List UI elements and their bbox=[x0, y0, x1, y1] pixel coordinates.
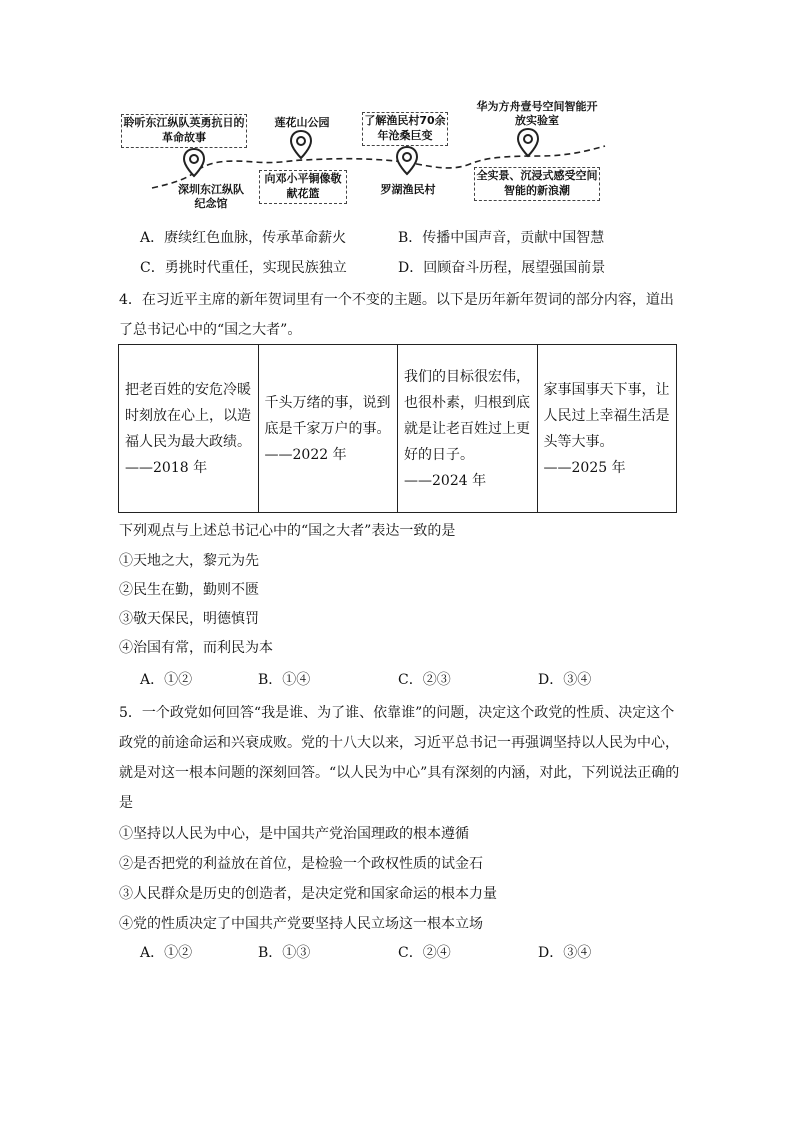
q5-option-c: C．②④ bbox=[398, 945, 451, 961]
location-label: 莲花山公园 bbox=[274, 116, 330, 129]
q5-item: ②是否把党的利益放在首位，是检验一个政权性质的试金石 bbox=[119, 856, 483, 872]
q4-stem: 4．在习近平主席的新年贺词里有一个不变的主题。以下是历年新年贺词的部分内容，道出 bbox=[119, 292, 674, 308]
q4-question: 下列观点与上述总书记心中的“国之大者”表达一致的是 bbox=[119, 523, 456, 539]
q3-option-d: D．回顾奋斗历程，展望强国前景 bbox=[398, 260, 606, 276]
q5-stem: 政党的前途命运和兴衰成败。党的十八大以来，习近平总书记一再强调坚持以人民为中心， bbox=[119, 735, 679, 751]
q5-option-b: B．①③ bbox=[258, 945, 311, 961]
quote-cell: 千头万绪的事，说到底是千家万户的事。 ——2022 年 bbox=[258, 345, 398, 513]
callout-box: 向邓小平铜像敬献花篮 bbox=[259, 170, 347, 204]
q4-option-a: A．①② bbox=[140, 672, 193, 688]
q5-stem: 是 bbox=[119, 795, 133, 811]
q4-option-d: D．③④ bbox=[538, 672, 592, 688]
q4-stem: 了总书记心中的“国之大者”。 bbox=[119, 322, 302, 338]
q3-option-b: B．传播中国声音，贡献中国智慧 bbox=[398, 230, 605, 246]
callout-box: 全实景、沉浸式感受空间智能的新浪潮 bbox=[474, 167, 600, 201]
location-pin-icon bbox=[183, 148, 205, 178]
quote-cell: 家事国事天下事，让人民过上幸福生活是头等大事。 ——2025 年 bbox=[537, 345, 677, 513]
q5-item: ③人民群众是历史的创造者，是决定党和国家命运的根本力量 bbox=[119, 886, 497, 902]
q5-option-d: D．③④ bbox=[538, 945, 592, 961]
q4-option-c: C．②③ bbox=[398, 672, 451, 688]
q4-item: ②民生在勤，勤则不匮 bbox=[119, 582, 259, 598]
location-pin-icon bbox=[517, 128, 539, 158]
quote-cell: 把老百姓的安危冷暖时刻放在心上，以造福人民为最大政绩。 ——2018 年 bbox=[119, 345, 259, 513]
q4-item: ③敬天保民，明德慎罚 bbox=[119, 611, 259, 627]
q3-option-a: A．赓续红色血脉，传承革命薪火 bbox=[140, 230, 347, 246]
location-pin-icon bbox=[290, 130, 312, 160]
callout-box: 了解渔民村70余年沧桑巨变 bbox=[362, 112, 448, 146]
location-label: 华为方舟壹号空间智能开放实验室 bbox=[476, 100, 598, 127]
q3-option-c: C．勇挑时代重任，实现民族独立 bbox=[140, 260, 347, 276]
location-pin-icon bbox=[396, 146, 418, 176]
q4-item: ①天地之大，黎元为先 bbox=[119, 553, 259, 569]
q4-item: ④治国有常，而利民为本 bbox=[119, 640, 273, 656]
new-year-quotes-table bbox=[118, 344, 677, 513]
callout-box: 聆听东江纵队英勇抗日的革命故事 bbox=[121, 114, 247, 148]
location-label: 罗湖渔民村 bbox=[380, 183, 436, 196]
quote-cell: 我们的目标很宏伟，也很朴素，归根到底就是让老百姓过上更好的日子。 ——2024 年 bbox=[398, 345, 538, 513]
q5-stem: 就是对这一根本问题的深刻回答。“以人民为中心”具有深刻的内涵，对此，下列说法正确的 bbox=[119, 765, 680, 781]
q5-stem: 5．一个政党如何回答“我是谁、为了谁、依靠谁”的问题，决定这个政党的性质、决定这个 bbox=[119, 705, 675, 721]
q5-item: ④党的性质决定了中国共产党要坚持人民立场这一根本立场 bbox=[119, 916, 483, 932]
q5-item: ①坚持以人民为中心，是中国共产党治国理政的根本遵循 bbox=[119, 826, 469, 842]
q4-option-b: B．①④ bbox=[258, 672, 311, 688]
q5-option-a: A．①② bbox=[140, 945, 193, 961]
location-label: 深圳东江纵队纪念馆 bbox=[178, 183, 244, 210]
